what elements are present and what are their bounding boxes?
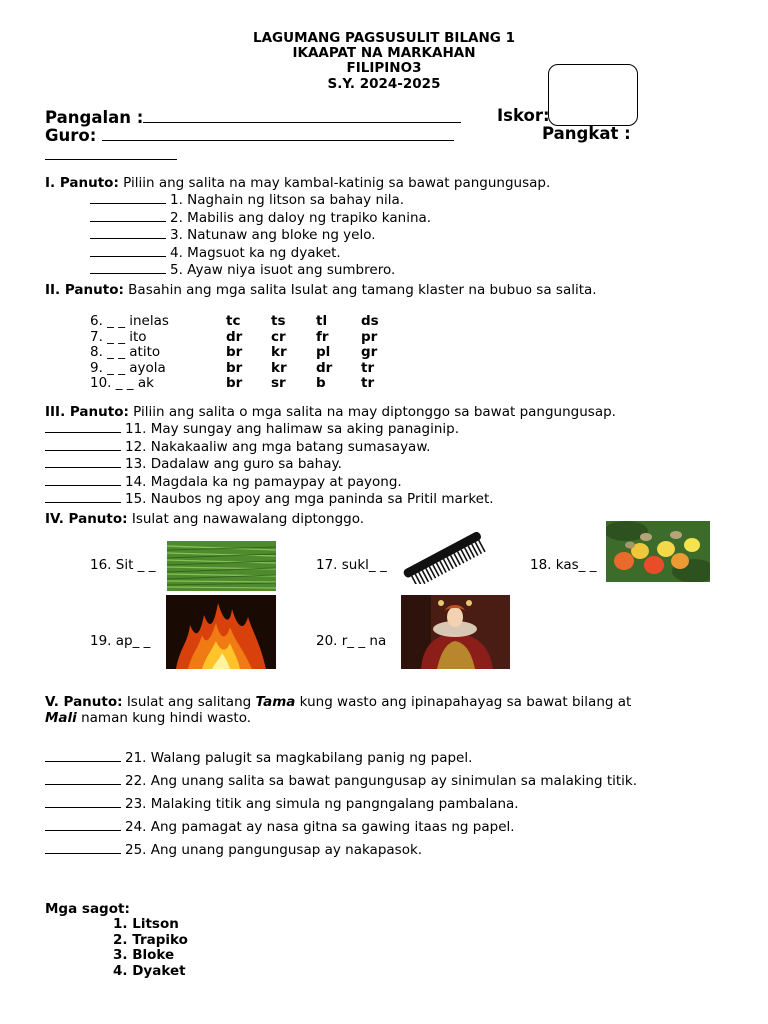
part5-instruction-line1: V. Panuto: Isulat ang salitang Tama kung wasto ang ipinapahayag sa bawat bilang at [45,694,632,710]
answer-blank[interactable] [45,795,121,808]
list-item: 21. Walang palugit sa magkabilang panig ng papel. [45,749,637,772]
name-row [45,108,461,126]
part4-text: Isulat ang nawawalang diptonggo. [127,511,365,527]
part1-text: Piliin ang salita na may kambal-katinig sa bawat pangungusap. [118,175,551,191]
section-blank[interactable] [45,145,177,160]
answer-blank[interactable] [90,191,166,204]
title-line-4: S.Y. 2024-2025 [327,76,441,92]
list-item: 2. Mabilis ang daloy ng trapiko kanina. [90,209,431,227]
tama-word: Tama [255,694,296,710]
answers-label: Mga sagot: [45,901,130,917]
queen-portrait-image [401,595,510,669]
part3-list [45,420,494,508]
list-item: 14. Magdala ka ng pamaypay at payong. [45,473,494,491]
answer-blank[interactable] [90,226,166,239]
item-19: 19. ap_ _ [90,633,151,649]
list-item: 4. Magsuot ka ng dyaket. [90,244,431,262]
comb-image [396,528,490,584]
item-20: 20. r_ _ na [316,633,387,649]
title-line-1: LAGUMANG PAGSUSULIT BILANG 1 [253,30,515,46]
answer-blank[interactable] [45,438,121,451]
part5-instruction-line2: Mali naman kung hindi wasto. [45,710,252,726]
list-item: 25. Ang unang pangungusap ay nakapasok. [45,841,637,864]
answer-blank[interactable] [45,455,121,468]
answer-blank[interactable] [45,841,121,854]
list-item: 9. _ _ ayola br kr dr tr [90,359,375,376]
title-line-2: IKAAPAT NA MARKAHAN [292,45,476,61]
part3-instruction [45,405,616,421]
teacher-label: Guro: [45,126,97,145]
part1-list [90,191,431,279]
answer-blank[interactable] [45,749,121,762]
list-item: 2. Trapiko [113,931,188,948]
list-item: 24. Ang pamagat ay nasa gitna sa gawing itaas ng papel. [45,818,637,841]
list-item: 8. _ _ atito br kr pl gr [90,344,378,360]
answer-blank[interactable] [90,209,166,222]
part5-list [45,749,637,864]
answer-blank[interactable] [45,818,121,831]
score-label: Iskor: [497,106,550,125]
list-item: 4. Dyaket [113,962,186,979]
item-16: 16. Sit _ _ [90,557,156,573]
name-blank[interactable] [143,108,461,123]
list-item: 10. _ _ ak br sr b tr [90,375,375,391]
answer-blank[interactable] [45,772,121,785]
answer-blank[interactable] [45,490,121,503]
fire-image [166,595,276,669]
part2-text: Basahin ang mga salita Isulat ang tamang klaster na bubuo sa salita. [123,282,597,298]
list-item: 11. May sungay ang halimaw sa aking panaginip. [45,420,494,438]
list-item: 7. _ _ ito dr cr fr pr [90,328,378,345]
list-item: 3. Bloke [113,947,175,963]
list-item: 5. Ayaw niya isuot ang sumbrero. [90,261,431,279]
list-item: 3. Natunaw ang bloke ng yelo. [90,226,431,244]
list-item: 12. Nakakaaliw ang mga batang sumasayaw. [45,438,494,456]
item-18: 18. kas_ _ [530,557,597,573]
part4-label: IV. Panuto: [45,511,128,527]
list-item: 1. Naghain ng litson sa bahay nila. [90,191,431,209]
part4-instruction [45,512,364,528]
part2-list [90,314,406,392]
answer-blank[interactable] [45,473,121,486]
part5-label: V. Panuto: [45,694,123,710]
item-17: 17. sukl_ _ [316,557,387,573]
answer-blank[interactable] [90,244,166,257]
list-item: 1. Litson [113,916,179,932]
cashew-image [606,521,710,582]
list-item: 13. Dadalaw ang guro sa bahay. [45,455,494,473]
part2-label: II. Panuto: [45,282,124,298]
grass-image [167,541,276,591]
part3-text: Piliin ang salita o mga salita na may diptonggo sa bawat pangungusap. [128,404,616,420]
section-label: Pangkat : [542,124,631,143]
mali-word: Mali [45,710,77,726]
teacher-blank[interactable] [102,126,454,141]
list-item: 23. Malaking titik ang simula ng pangngalang pambalana. [45,795,637,818]
part1-instruction [45,176,550,192]
score-box[interactable] [548,64,638,126]
answers-list [113,917,188,979]
list-item: 6. _ _ inelas tc ts tl ds [90,313,379,329]
part3-label: III. Panuto: [45,404,129,420]
answer-blank[interactable] [45,420,121,433]
part2-instruction [45,283,597,299]
title-line-3: FILIPINO3 [346,60,422,76]
part1-label: I. Panuto: [45,175,119,191]
name-label: Pangalan : [45,108,144,127]
list-item: 22. Ang unang salita sa bawat pangungusap ay sinimulan sa malaking titik. [45,772,637,795]
teacher-row [45,126,454,144]
answer-blank[interactable] [90,261,166,274]
list-item: 15. Naubos ng apoy ang mga paninda sa Pritil market. [45,490,494,508]
